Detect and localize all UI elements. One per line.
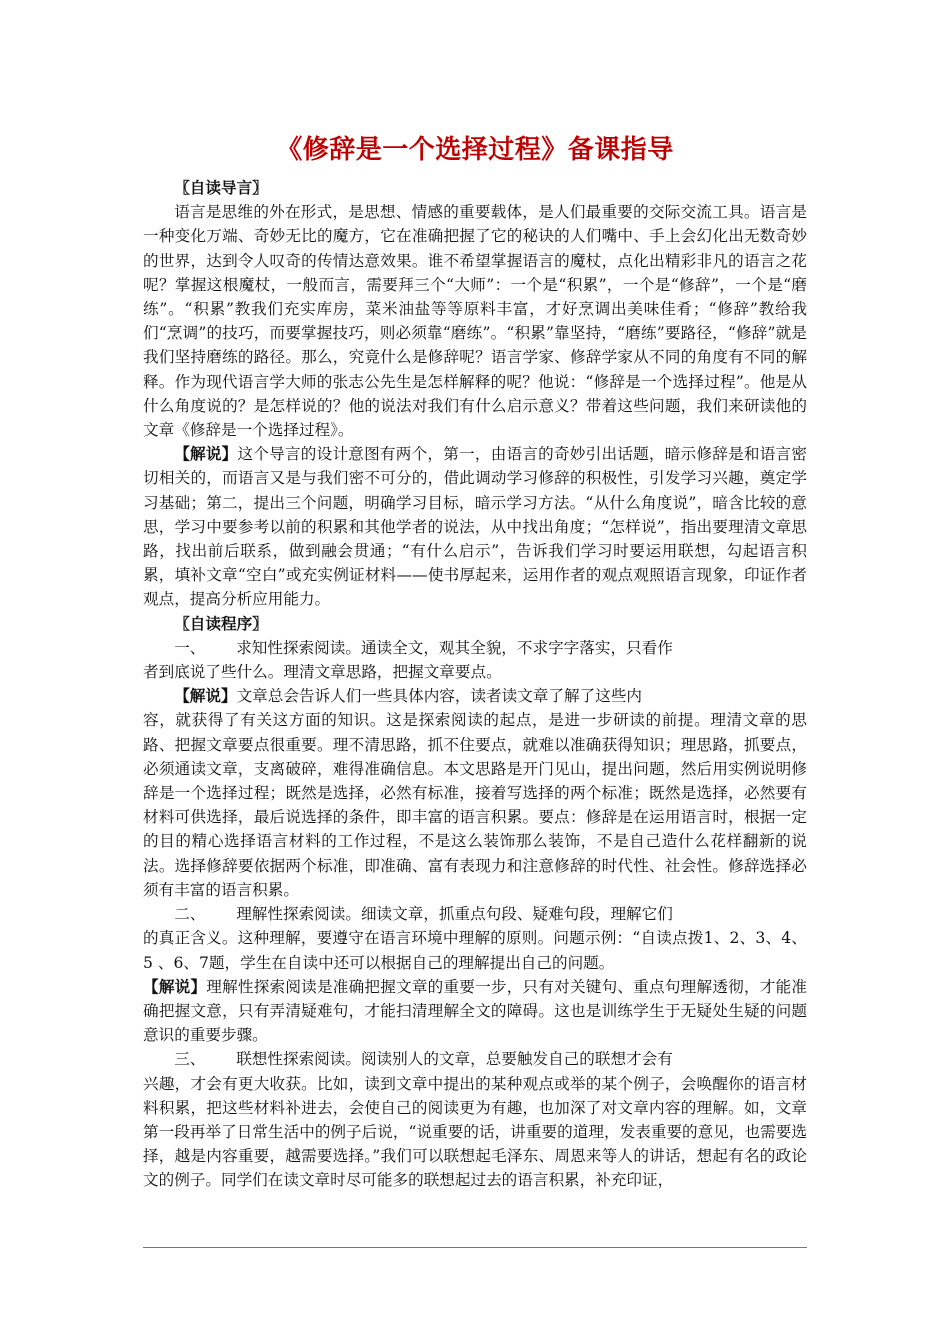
step-number: 二、	[174, 905, 206, 924]
step-3-continuation: 兴趣，才会有更大收获。比如，读到文章中提出的某种观点或举的某个例子，会唤醒你的语言材料积累，把这些材料补进去，会使自己的阅读更为有趣，也加深了对文章内容的理解。如，文章第一段再举了日常生活中的例子后说，“说重要的话，讲重要的道理，发表重要的意见，也需要选择，越是内容重要，越需要选择。”我们可以联想起毛泽东、周恩来等人的讲话，想起有名的政论文的例子。同学们在读文章时尽可能多的联想起过去的语言积累，补充印证，	[143, 1074, 807, 1190]
step-2-note	[143, 975, 807, 1048]
note-text: 文章总会告诉人们一些具体内容，读者读文章了解了这些内	[236, 687, 643, 706]
step-text: 理解性探索阅读。细读文章，抓重点句段、疑难句段，理解它们	[236, 905, 673, 924]
step-text: 联想性探索阅读。阅读别人的文章，总要触发自己的联想才会有	[236, 1050, 673, 1069]
intro-note-paragraph	[143, 442, 807, 611]
step-3-line	[143, 1047, 807, 1071]
footer-divider	[143, 1247, 807, 1248]
step-text: 求知性探索阅读。通读全文，观其全貌，不求字字落实，只看作	[236, 638, 673, 657]
note-label: 【解说】	[143, 976, 207, 996]
note-label: 【解说】	[174, 444, 238, 464]
note-text: 理解性探索阅读是准确把握文章的重要一步，只有对关键句、重点句理解透彻，才能准确把握文意，只有弄清疑难句，才能扫清理解全文的障碍。这也是训练学生于无疑处生疑的问题意识的重要步骤。	[143, 977, 807, 1045]
step-1-continuation: 者到底说了些什么。理清文章思路，把握文章要点。	[143, 663, 502, 682]
note-label: 【解说】	[174, 686, 237, 706]
step-1-line	[143, 636, 807, 660]
document-body	[143, 176, 807, 1193]
step-number: 三、	[174, 1050, 206, 1069]
step-2-continuation: 的真正含义。这种理解，要遵守在语言环境中理解的原则。问题示例：“自读点拨1、2、3、4、5 、6、7题，学生在自读中还可以根据自己的理解提出自己的问题。	[143, 929, 807, 972]
step-2-line	[143, 902, 807, 926]
section-heading-procedure: 〖自读程序〗	[174, 613, 268, 633]
intro-paragraph: 语言是思维的外在形式，是思想、情感的重要载体，是人们最重要的交际交流工具。语言是一种变化万端、奇妙无比的魔方，它在准确把握了它的秘诀的人们嘴中、手上会幻化出无数奇妙的世界，达到令人叹奇的传情达意效果。谁不希望掌握语言的魔杖，点化出精彩非凡的语言之花呢？掌握这根魔杖，一般而言，需要拜三个“大师”：一个是“积累”，一个是“修辞”，一个是“磨练”。“积累”教我们充实库房，菜米油盐等等原料丰富，才好烹调出美味佳肴；“修辞”教给我们“烹调”的技巧，而要掌握技巧，则必须靠“磨练”。“积累”靠坚持，“磨练”要路径，“修辞”就是我们坚持磨练的路径。那么，究竟什么是修辞呢？语言学家、修辞学家从不同的角度有不同的解释。作为现代语言学大师的张志公先生是怎样解释的呢？他说：“修辞是一个选择过程”。他是从什么角度说的？是怎样说的？他的说法对我们有什么启示意义？带着这些问题，我们来研读他的文章《修辞是一个选择过程》。	[143, 203, 807, 440]
step-1-note-line	[143, 684, 807, 708]
step-number: 一、	[174, 638, 206, 657]
step-1-note-continuation: 容，就获得了有关这方面的知识。这是探索阅读的起点，是进一步研读的前提。理清文章的思路、把握文章要点很重要。理不清思路，抓不住要点，就难以准确获得知识；理思路，抓要点，必须通读文章，支离破碎，难得准确信息。本文思路是开门见山，提出问题，然后用实例说明修辞是一个选择过程；既然是选择，必然有标准，接着写选择的两个标准；既然是选择，必然要有材料可供选择，最后说选择的条件，即丰富的语言积累。要点：修辞是在运用语言时，根据一定的目的精心选择语言材料的工作过程，不是这么装饰那么装饰，不是自己造什么花样翻新的说法。选择修辞要依据两个标准，即准确、富有表现力和注意修辞的时代性、社会性。修辞选择必须有丰富的语言积累。	[143, 711, 807, 899]
document-title: 《修辞是一个选择过程》备课指导	[276, 135, 674, 165]
section-heading-intro: 〖自读导言〗	[174, 178, 268, 197]
note-text: 这个导言的设计意图有两个，第一，由语言的奇妙引出话题，暗示修辞是和语言密切相关的，而语言又是与我们密不可分的，借此调动学习修辞的积极性，引发学习兴趣，奠定学习基础；第二，提出三个问题，明确学习目标，暗示学习方法。“从什么角度说”，暗含比较的意思，学习中要参考以前的积累和其他学者的说法，从中找出角度；“怎样说”，指出要理清文章思路，找出前后联系，做到融会贯通；“有什么启示”，告诉我们学习时要运用联想，勾起语言积累，填补文章“空白”或充实例证材料——使书厚起来，运用作者的观点观照语言现象，印证作者观点，提高分析应用能力。	[143, 445, 807, 609]
